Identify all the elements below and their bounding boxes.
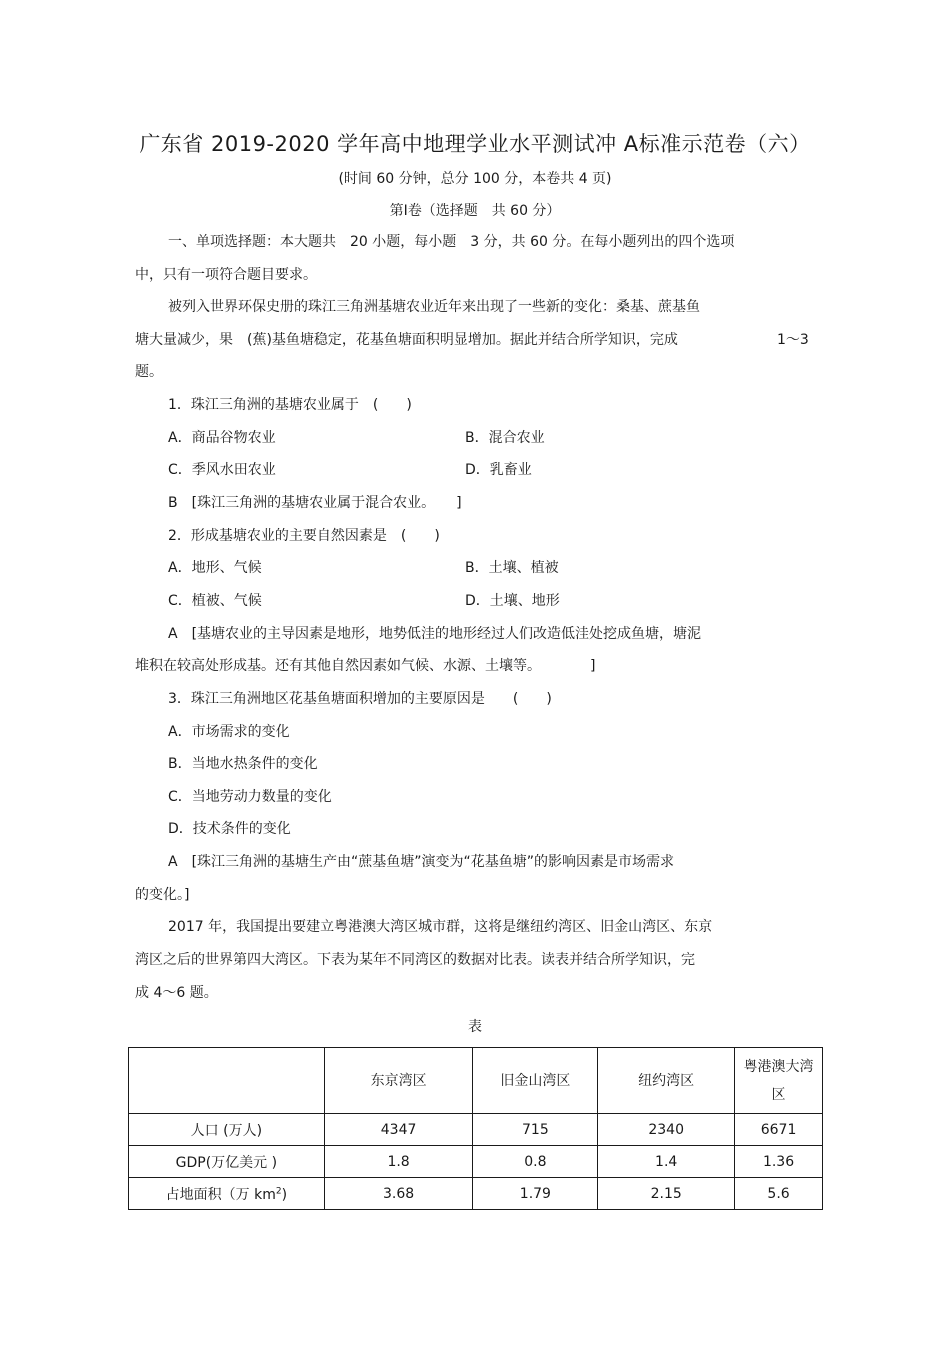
table-header-cell [129, 1048, 325, 1114]
table-cell: 1.8 [324, 1146, 473, 1178]
area-label-close: ) [281, 1186, 288, 1203]
section-heading: 第Ⅰ卷（选择题 共 60 分） [389, 203, 561, 219]
table-cell: 715 [473, 1114, 598, 1146]
instruction-line-1: 一、单项选择题：本大题共 20 小题，每小题 3 分，共 60 分。在每小题列出的四个选项 [168, 234, 735, 250]
table-cell: 5.6 [735, 1178, 823, 1210]
table-caption: 表 [468, 1019, 482, 1035]
q3-option-c: C．当地劳动力数量的变化 [168, 789, 332, 805]
q1-option-c: C．季风水田农业 [168, 462, 276, 478]
table-cell: 0.8 [473, 1146, 598, 1178]
table-row [129, 1114, 823, 1146]
q2-option-b: B．土壤、植被 [465, 560, 559, 576]
passage2-line-2: 湾区之后的世界第四大湾区。下表为某年不同湾区的数据对比表。读表并结合所学知识，完 [135, 952, 695, 968]
table-cell: 1.4 [598, 1146, 735, 1178]
question-2: 2．形成基塘农业的主要自然因素是 ( ) [168, 528, 440, 544]
q3-option-b: B．当地水热条件的变化 [168, 756, 318, 772]
q3-option-d: D．技术条件的变化 [168, 821, 291, 837]
table-cell: 3.68 [324, 1178, 473, 1210]
table-cell: 6671 [735, 1114, 823, 1146]
passage2-line-1: 2017 年，我国提出要建立粤港澳大湾区城市群，这将是继纽约湾区、旧金山湾区、东京 [168, 919, 713, 935]
passage-line-1: 被列入世界环保史册的珠江三角洲基塘农业近年来出现了一些新的变化：桑基、蔗基鱼 [168, 299, 700, 315]
q3-answer-line-1: A [珠江三角洲的基塘生产由“蔗基鱼塘”演变为“花基鱼塘”的影响因素是市场需求 [168, 854, 675, 870]
table-cell: 1.79 [473, 1178, 598, 1210]
q2-answer-line-2: 堆积在较高处形成基。还有其他自然因素如气候、水源、土壤等。 ] [135, 658, 596, 674]
q2-option-a: A．地形、气候 [168, 560, 262, 576]
q2-option-c: C．植被、气候 [168, 593, 262, 609]
table-cell: 2.15 [598, 1178, 735, 1210]
table-cell: 1.36 [735, 1146, 823, 1178]
q1-option-a: A．商品谷物农业 [168, 430, 276, 446]
table-header-cell: 东京湾区 [324, 1048, 473, 1114]
table-header-cell: 纽约湾区 [598, 1048, 735, 1114]
table-cell: 2340 [598, 1114, 735, 1146]
q1-answer: B [珠江三角洲的基塘农业属于混合农业。 ] [168, 495, 462, 511]
table-header-row [129, 1048, 823, 1114]
bay-area-comparison-table [128, 1047, 823, 1210]
table-row [129, 1178, 823, 1210]
table-cell: 4347 [324, 1114, 473, 1146]
table-row-label: GDP(万亿美元 ) [129, 1146, 325, 1178]
document-title: 广东省 2019-2020 学年高中地理学业水平测试冲 A标准示范卷（六） [139, 132, 811, 156]
question-1: 1．珠江三角洲的基塘农业属于 ( ) [168, 397, 412, 413]
q2-answer-line-1: A [基塘农业的主导因素是地形，地势低洼的地形经过人们改造低洼处挖成鱼塘，塘泥 [168, 626, 702, 642]
table-row [129, 1146, 823, 1178]
document-subtitle: (时间 60 分钟，总分 100 分，本卷共 4 页) [338, 171, 612, 187]
q1-option-d: D．乳畜业 [465, 462, 532, 478]
table-row-label: 人口 (万人) [129, 1114, 325, 1146]
passage-question-range: 1～3 [777, 332, 809, 348]
q1-option-b: B．混合农业 [465, 430, 545, 446]
table-row-label [129, 1178, 325, 1210]
table-header-cell: 粤港澳大湾区 [735, 1048, 823, 1114]
table-header-cell: 旧金山湾区 [473, 1048, 598, 1114]
passage-line-3: 题。 [135, 364, 163, 380]
q3-answer-line-2: 的变化。] [135, 887, 190, 903]
passage-line-2: 塘大量减少，果 (蕉)基鱼塘稳定，花基鱼塘面积明显增加。据此并结合所学知识，完成 [135, 332, 678, 348]
question-3: 3．珠江三角洲地区花基鱼塘面积增加的主要原因是 ( ) [168, 691, 552, 707]
passage2-line-3: 成 4～6 题。 [135, 985, 218, 1001]
area-unit-superscript: 2 [275, 1185, 282, 1196]
instruction-line-2: 中，只有一项符合题目要求。 [135, 267, 317, 283]
q3-option-a: A．市场需求的变化 [168, 724, 290, 740]
q2-option-d: D．土壤、地形 [465, 593, 560, 609]
area-label-text: 占地面积（万 km [165, 1186, 276, 1203]
